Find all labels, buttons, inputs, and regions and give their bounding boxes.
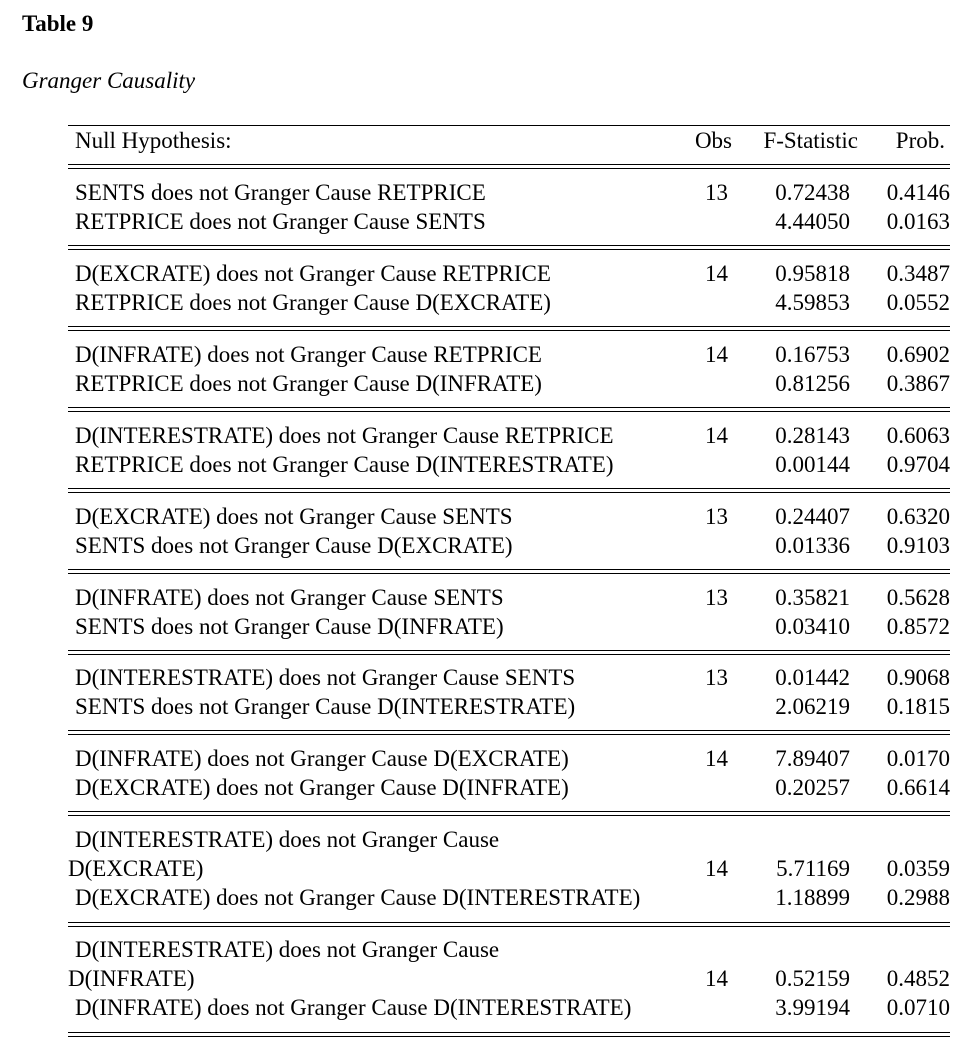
bottom-rule — [68, 1032, 950, 1033]
hypothesis-text: SENTS does not Granger Cause D(INTERESTRATE) — [75, 694, 576, 719]
obs-value: 14 — [705, 966, 728, 991]
prob-value: 0.9704 — [886, 452, 950, 477]
prob-value: 0.3867 — [886, 371, 950, 396]
prob-value: 0.5628 — [886, 585, 950, 610]
hypothesis-text: D(EXCRATE) does not Granger Cause D(INTERESTRATE) — [75, 885, 641, 910]
obs-value: 13 — [705, 665, 728, 690]
prob-value: 0.0170 — [886, 746, 950, 771]
prob-value: 0.6320 — [886, 504, 950, 529]
header-prob: Prob. — [895, 128, 945, 153]
prob-value: 0.0359 — [886, 856, 950, 881]
hypothesis-text-continued: D(INFRATE) — [68, 966, 195, 991]
group-separator — [68, 650, 950, 651]
prob-value: 0.2988 — [886, 885, 950, 910]
hypothesis-text: D(EXCRATE) does not Granger Cause RETPRICE — [75, 261, 551, 286]
f-statistic-value: 0.00144 — [775, 452, 850, 477]
group-separator — [68, 734, 950, 735]
prob-value: 0.6614 — [886, 775, 950, 800]
header-rule — [68, 168, 950, 169]
prob-value: 0.1815 — [886, 694, 950, 719]
hypothesis-text: RETPRICE does not Granger Cause D(INFRATE) — [75, 371, 542, 396]
hypothesis-text: RETPRICE does not Granger Cause D(INTERESTRATE) — [75, 452, 614, 477]
table-number: Table 9 — [22, 11, 94, 36]
header-obs: Obs — [694, 128, 732, 153]
hypothesis-text: D(INTERESTRATE) does not Granger Cause RETPRICE — [75, 423, 614, 448]
hypothesis-text: D(INFRATE) does not Granger Cause RETPRICE — [75, 342, 542, 367]
f-statistic-value: 0.35821 — [775, 585, 850, 610]
obs-value: 14 — [705, 423, 728, 448]
f-statistic-value: 0.81256 — [775, 371, 850, 396]
group-separator — [68, 407, 950, 408]
obs-value: 14 — [705, 342, 728, 367]
group-separator — [68, 926, 950, 927]
f-statistic-value: 4.59853 — [775, 290, 850, 315]
f-statistic-value: 2.06219 — [775, 694, 850, 719]
hypothesis-text: RETPRICE does not Granger Cause D(EXCRATE) — [75, 290, 551, 315]
group-separator — [68, 249, 950, 250]
f-statistic-value: 0.01336 — [775, 533, 850, 558]
f-statistic-value: 0.28143 — [775, 423, 850, 448]
table-title: Granger Causality — [22, 68, 196, 93]
hypothesis-text: D(INTERESTRATE) does not Granger Cause SENTS — [75, 665, 576, 690]
hypothesis-text: SENTS does not Granger Cause RETPRICE — [75, 180, 486, 205]
hypothesis-text: D(INFRATE) does not Granger Cause D(INTERESTRATE) — [75, 995, 632, 1020]
obs-value: 13 — [705, 180, 728, 205]
f-statistic-value: 3.99194 — [775, 995, 850, 1020]
f-statistic-value: 0.72438 — [775, 180, 850, 205]
prob-value: 0.8572 — [886, 614, 950, 639]
obs-value: 14 — [705, 856, 728, 881]
group-separator — [68, 922, 950, 923]
f-statistic-value: 0.24407 — [775, 504, 850, 529]
bottom-rule — [68, 1036, 950, 1037]
hypothesis-text: D(EXCRATE) does not Granger Cause D(INFRATE) — [75, 775, 569, 800]
f-statistic-value: 0.16753 — [775, 342, 850, 367]
prob-value: 0.0552 — [886, 290, 950, 315]
group-separator — [68, 411, 950, 412]
hypothesis-text: D(INTERESTRATE) does not Granger Cause — [75, 827, 500, 852]
group-separator — [68, 245, 950, 246]
group-separator — [68, 488, 950, 489]
hypothesis-text: SENTS does not Granger Cause D(EXCRATE) — [75, 533, 513, 558]
hypothesis-text: D(INTERESTRATE) does not Granger Cause — [75, 937, 500, 962]
header-rule — [68, 164, 950, 165]
hypothesis-text: SENTS does not Granger Cause D(INFRATE) — [75, 614, 504, 639]
f-statistic-value: 0.52159 — [775, 966, 850, 991]
hypothesis-text-continued: D(EXCRATE) — [68, 856, 204, 881]
prob-value: 0.6063 — [886, 423, 950, 448]
group-separator — [68, 654, 950, 655]
prob-value: 0.3487 — [886, 261, 950, 286]
group-separator — [68, 811, 950, 812]
prob-value: 0.0163 — [886, 209, 950, 234]
f-statistic-value: 0.95818 — [775, 261, 850, 286]
f-statistic-value: 0.01442 — [775, 665, 850, 690]
group-separator — [68, 330, 950, 331]
obs-value: 14 — [705, 261, 728, 286]
hypothesis-text: RETPRICE does not Granger Cause SENTS — [75, 209, 486, 234]
f-statistic-value: 1.18899 — [775, 885, 850, 910]
group-separator — [68, 569, 950, 570]
obs-value: 13 — [705, 585, 728, 610]
prob-value: 0.9103 — [886, 533, 950, 558]
obs-value: 13 — [705, 504, 728, 529]
group-separator — [68, 815, 950, 816]
header-null-hypothesis: Null Hypothesis: — [75, 128, 232, 153]
prob-value: 0.0710 — [886, 995, 950, 1020]
f-statistic-value: 4.44050 — [775, 209, 850, 234]
group-separator — [68, 573, 950, 574]
header-f-statistic: F-Statistic — [763, 128, 858, 153]
prob-value: 0.4146 — [886, 180, 950, 205]
f-statistic-value: 7.89407 — [775, 746, 850, 771]
hypothesis-text: D(EXCRATE) does not Granger Cause SENTS — [75, 504, 513, 529]
obs-value: 14 — [705, 746, 728, 771]
group-separator — [68, 492, 950, 493]
hypothesis-text: D(INFRATE) does not Granger Cause SENTS — [75, 585, 504, 610]
prob-value: 0.4852 — [886, 966, 950, 991]
f-statistic-value: 0.20257 — [775, 775, 850, 800]
group-separator — [68, 730, 950, 731]
group-separator — [68, 326, 950, 327]
hypothesis-text: D(INFRATE) does not Granger Cause D(EXCRATE) — [75, 746, 569, 771]
prob-value: 0.6902 — [886, 342, 950, 367]
f-statistic-value: 0.03410 — [775, 614, 850, 639]
prob-value: 0.9068 — [886, 665, 950, 690]
f-statistic-value: 5.71169 — [776, 856, 850, 881]
top-rule — [68, 125, 950, 126]
